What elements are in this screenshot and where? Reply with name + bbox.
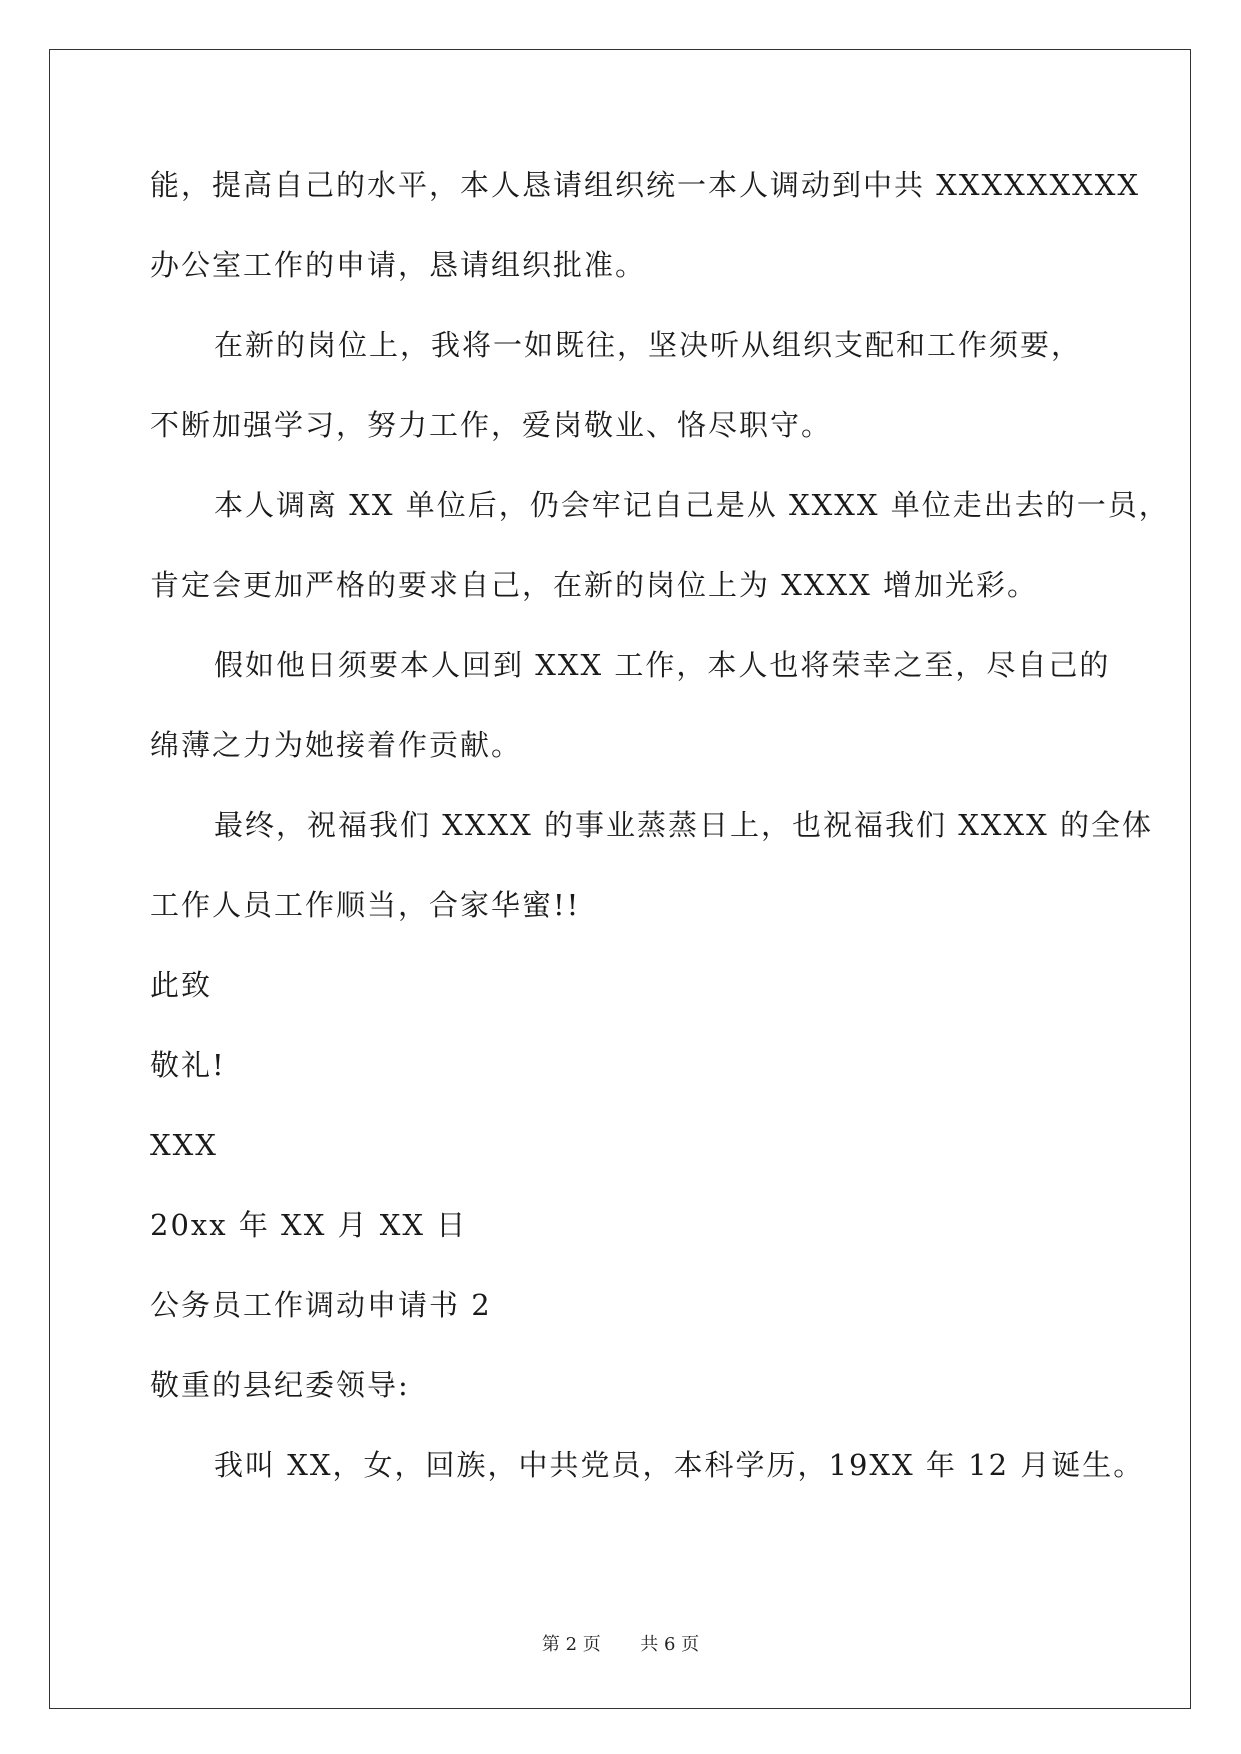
signature-name: XXX bbox=[150, 1128, 218, 1162]
text-line-17: 我叫 XX，女，回族，中共党员，本科学历，19XX 年 12 月诞生。 bbox=[214, 1448, 1145, 1482]
letter-greeting: 敬重的县纪委领导: bbox=[150, 1368, 410, 1402]
text-line-4: 不断加强学习，努力工作，爱岗敬业、恪尽职守。 bbox=[150, 408, 833, 442]
page-number: 第 2 页 bbox=[541, 1634, 601, 1655]
text-line-1: 能，提高自己的水平，本人恳请组织统一本人调动到中共 XXXXXXXXX bbox=[150, 168, 1141, 202]
page-footer bbox=[0, 1630, 1241, 1656]
text-line-2: 办公室工作的申请，恳请组织批准。 bbox=[150, 248, 647, 282]
page-total: 共 6 页 bbox=[640, 1634, 700, 1655]
closing-salutation: 此致 bbox=[150, 968, 213, 1002]
text-line-10: 工作人员工作顺当，合家华蜜!! bbox=[150, 888, 581, 922]
section-title: 公务员工作调动申请书 2 bbox=[150, 1288, 492, 1322]
text-line-7: 假如他日须要本人回到 XXX 工作，本人也将荣幸之至，尽自己的 bbox=[214, 648, 1111, 682]
text-line-5: 本人调离 XX 单位后，仍会牢记自己是从 XXXX 单位走出去的一员， bbox=[214, 488, 1170, 522]
closing-regards: 敬礼! bbox=[150, 1048, 226, 1082]
signature-date: 20xx 年 XX 月 XX 日 bbox=[150, 1208, 468, 1242]
text-line-3: 在新的岗位上，我将一如既往，坚决听从组织支配和工作须要， bbox=[214, 328, 1083, 362]
text-line-6: 肯定会更加严格的要求自己，在新的岗位上为 XXXX 增加光彩。 bbox=[150, 568, 1039, 602]
text-line-9: 最终，祝福我们 XXXX 的事业蒸蒸日上，也祝福我们 XXXX 的全体 bbox=[214, 808, 1154, 842]
text-line-8: 绵薄之力为她接着作贡献。 bbox=[150, 728, 523, 762]
